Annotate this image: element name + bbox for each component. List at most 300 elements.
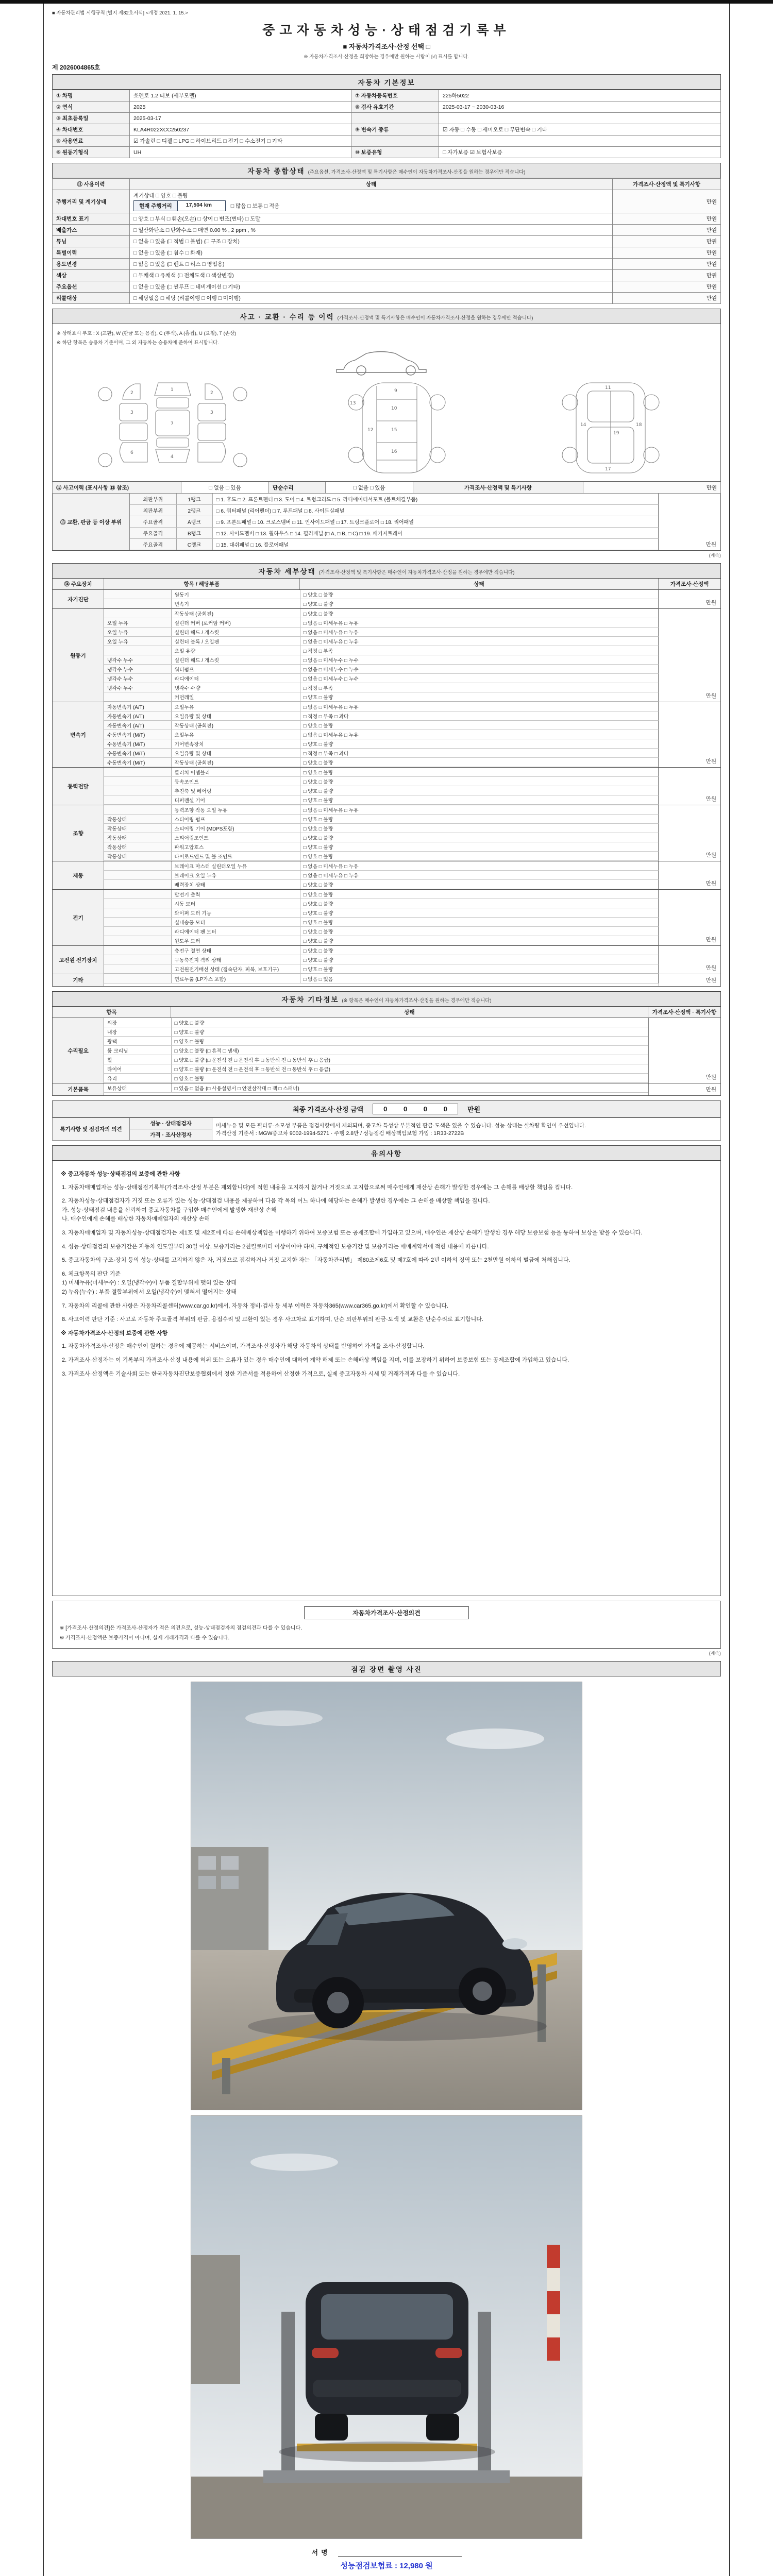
detail-row: 발전기 출력 □ 양호 □ 불량 — [104, 890, 659, 899]
signature-label: 서명 — [311, 2549, 331, 2556]
detail-price-unit: 만원 — [659, 805, 720, 861]
detail-price-unit: 만원 — [659, 609, 720, 702]
svg-text:9: 9 — [394, 388, 397, 394]
col-item: 항목 / 해당부품 — [104, 579, 300, 589]
col-price: 가격조사·산정액 및 특기사항 — [613, 179, 721, 190]
detail-section-brake: 제동 브레이크 마스터 실린더오일 누유 □ 없음 □ 미세누유 □ 누유 브레이크 오일 누유 □ 없음 □ 미세누유 □ 누유 배력장치 상태 □ 양호 □ 불량 만원 — [53, 861, 720, 889]
exchange-part: 주요골격 — [130, 516, 176, 528]
title-note: ※ 자동차가격조사·산정을 희망하는 경우에만 원하는 사람이 [√] 표시를 합니다. — [304, 54, 469, 60]
overall-row-price: 만원 — [613, 281, 721, 293]
detail-state-options[interactable]: □ 양호 □ 불량 — [300, 852, 659, 861]
inspector-role-1: 성능 · 상태점검자 — [130, 1118, 212, 1129]
basic-value-right: □ 자가보증 ☑ 보험사보증 — [439, 147, 721, 158]
overall-row-price: 만원 — [613, 225, 721, 236]
basic-label-right — [351, 113, 439, 124]
overall-state-header: 자동차 종합상태 (주요옵션, 가격조사·산정액 및 특기사항은 매수인이 자동차가격조사·산정을 원하는 경우에만 적습니다) — [52, 163, 721, 178]
misc-row: 휠 □ 양호 □ 불량 (□ 운전석 전 □ 운전석 후 □ 동반석 전 □ 동반석 후 □ 응급) — [104, 1055, 648, 1064]
detail-row: 작동상태 파워고압호스 □ 양호 □ 불량 — [104, 842, 659, 852]
exchange-row — [130, 494, 659, 505]
detail-state-options[interactable]: □ 없음 □ 미세누수 □ 누수 — [300, 665, 659, 674]
overall-row-label: 차대번호 표기 — [53, 213, 130, 225]
detail-row: 오일 누유 실린더 블록 / 오일팬 □ 없음 □ 미세누유 □ 누유 — [104, 637, 659, 646]
detail-section-electric: 전기 발전기 출력 □ 양호 □ 불량 시동 모터 □ 양호 □ 불량 와이퍼 모터 기능 □ 양호 □ 불량 실내송풍 모터 □ 양호 □ 불량 라디에이터 팬 모터 □ 양호 □ 불량 윈도우 모터 □ 양호 □ 불량 만원 — [53, 889, 720, 945]
detail-state-options[interactable]: □ 적정 □ 부족 □ 과다 — [300, 711, 659, 721]
car-diagram-main-frame — [296, 378, 497, 478]
detail-state-options[interactable]: □ 없음 □ 미세누유 □ 누유 — [300, 871, 659, 880]
detail-state-options[interactable]: □ 양호 □ 불량 — [300, 964, 659, 974]
signature-area — [52, 2547, 721, 2557]
detail-row: 자동변속기 (A/T) 오일유량 및 상태 □ 적정 □ 부족 □ 과다 — [104, 711, 659, 721]
detail-state-options[interactable]: □ 양호 □ 불량 — [300, 609, 659, 618]
detail-state-options[interactable]: □ 양호 □ 불량 — [300, 758, 659, 767]
state-code-legend: ※ 상태표시 부호 : X (교환), W (판금 또는 용접), C (부식), A (흠집), U (요철), T (손상) — [57, 331, 237, 336]
mileage-price-cell: 만원 — [613, 190, 721, 213]
detail-row: 클러치 어셈블리 □ 양호 □ 불량 — [104, 768, 659, 777]
price-opinion-line: ※ [가격조사·산정의견]은 가격조사·산정자가 적은 의견으로, 성능·상태점검자의 점검의견과 다를 수 있습니다. — [60, 1625, 302, 1631]
basic-value-left: KLA4R022XCC250237 — [130, 124, 351, 135]
overall-row-price: 만원 — [613, 293, 721, 304]
note-item: 2. 가격조사·산정자는 이 기록부의 가격조사·산정 내용에 허위 또는 오류가 있는 경우 매수인에 대하여 계약 해제 또는 손해배상 책임을 지며, 이를 보장하기 위하여 보증보험 또는 공제조합에 가입하고 있습니다. — [62, 1357, 569, 1363]
exchange-part: 외판부위 — [130, 505, 176, 516]
svg-text:12: 12 — [367, 428, 374, 433]
exchange-price-unit: 만원 — [659, 494, 720, 550]
exchange-panel — [52, 494, 721, 551]
detail-row: 냉각수 누수 워터펌프 □ 없음 □ 미세누수 □ 누수 — [104, 665, 659, 674]
detail-row: 배력장치 상태 □ 양호 □ 불량 — [104, 880, 659, 889]
detail-row: 연료누출 (LP가스 포함) □ 없음 □ 있음 — [104, 974, 659, 984]
note-item: 2. 자동차성능·상태점검자가 거짓 또는 오류가 있는 성능·상태점검 내용을 제공하여 다음 각 목의 어느 하나에 해당하는 손해가 발생한 경우에는 그 손해를 배상할 책임을 집니다. 가. 성능·상태점검 내용을 신뢰하여 중고자동차를 구입한 매수인에게 발생한 재산상 손해 나. 매수인에게 손해를 배상한 자동차매매업자의 재산상 손해 — [62, 1198, 490, 1223]
final-price-label: 최종 가격조사·산정 금액 — [292, 1106, 364, 1113]
basic-label-right: ⑦ 자동차등록번호 — [351, 90, 439, 101]
detail-price-unit: 만원 — [659, 768, 720, 805]
detail-state-options[interactable]: □ 없음 □ 미세누수 □ 누수 — [300, 655, 659, 665]
detail-state-options[interactable]: □ 없음 □ 미세누유 □ 누유 — [300, 805, 659, 815]
final-price-value: 0 0 0 0 — [373, 1104, 458, 1114]
overall-state-section — [52, 163, 721, 304]
detail-state-options[interactable]: □ 없음 □ 미세누수 □ 누수 — [300, 674, 659, 683]
basic-info-row — [53, 101, 721, 113]
detail-row: 변속기 □ 양호 □ 불량 — [104, 599, 659, 608]
accident-price-head: 가격조사·산정액 및 특기사항 — [413, 482, 583, 494]
detail-state-options[interactable]: □ 없음 □ 미세누유 □ 누유 — [300, 628, 659, 637]
detail-row: 오일 유량 □ 적정 □ 부족 — [104, 646, 659, 655]
svg-text:3: 3 — [130, 410, 134, 415]
price-survey-select[interactable]: ■ 자동차가격조사·산정 선택 □ — [343, 43, 430, 50]
detail-price-unit: 만원 — [659, 590, 720, 608]
exchange-label: ⑬ 교환, 판금 등 이상 부위 — [53, 494, 130, 550]
misc-info-header: 자동차 기타정보 (※ 항목은 매수인이 자동차가격조사·산정을 원하는 경우에만 적습니다) — [52, 991, 721, 1007]
overall-row-state[interactable]: □ 무채색 □ 유채색 (□ 전체도색 □ 색상변경) — [130, 270, 613, 281]
detail-row: 와이퍼 모터 기능 □ 양호 □ 불량 — [104, 908, 659, 918]
overall-row-state[interactable]: □ 일산화탄소 □ 탄화수소 □ 매연 0.00 % , 2 ppm , % — [130, 225, 613, 236]
detail-state-options[interactable]: □ 양호 □ 불량 — [300, 599, 659, 608]
exchange-items[interactable]: □ 6. 쿼터패널 (리어펜더) □ 7. 루프패널 □ 8. 사이드실패널 — [212, 505, 659, 516]
misc-row: 보유상태 □ 있음 □ 없음 (□ 사용설명서 □ 안전삼각대 □ 잭 □ 스패너) — [104, 1083, 648, 1093]
basic-info-header: 자동차 기본정보 — [52, 74, 721, 90]
misc-row: 유리 □ 양호 □ 불량 — [104, 1074, 648, 1083]
mileage-row-label: 주행거리 및 계기상태 — [53, 190, 130, 213]
detail-row: 브레이크 오일 누유 □ 없음 □ 미세누유 □ 누유 — [104, 871, 659, 880]
detail-section-selfdiagnosis: 자기진단 원동기 □ 양호 □ 불량 변속기 □ 양호 □ 불량 만원 — [53, 590, 720, 608]
notes-section — [52, 1145, 721, 1596]
basic-value-right: ☑ 자동 □ 수동 □ 세미오토 □ 무단변속 □ 기타 — [439, 124, 721, 135]
detail-row: 작동상태 스티어링조인트 □ 양호 □ 불량 — [104, 833, 659, 842]
detail-row: 라디에이터 팬 모터 □ 양호 □ 불량 — [104, 927, 659, 936]
detail-row: 수동변속기 (M/T) 기어변속장치 □ 양호 □ 불량 — [104, 739, 659, 749]
mileage-amount-options[interactable]: □ 많음 □ 보통 □ 적음 — [230, 203, 280, 209]
misc-state-options[interactable]: □ 양호 □ 불량 (□ 운전석 전 □ 운전석 후 □ 동반석 전 □ 동반석 후 □ 응급) — [171, 1064, 648, 1074]
basic-info-table — [52, 90, 721, 158]
insurance-fee: 성능점검보험료 : 12,980 원 — [340, 2562, 433, 2570]
detail-state-options[interactable]: □ 없음 □ 미세누유 □ 누유 — [300, 730, 659, 739]
note-item: 3. 가격조사·산정액은 기술사회 또는 한국자동차진단보증협회에서 정한 기준서를 적용하여 산정한 가격으로, 실제 중고자동차 시세 및 거래가격과 다를 수 있습니다. — [62, 1370, 460, 1377]
note-item: 1. 자동차매매업자는 성능·상태점검기록부(가격조사·산정 부분은 제외합니다)에 적힌 내용을 고지하지 않거나 거짓으로 고지함으로써 매수인에게 재산상 손해가 발생한 경우에는 그 손해를 배상할 책임을 집니다. — [62, 1184, 573, 1191]
detail-row: 냉각수 누수 실린더 헤드 / 개스킷 □ 없음 □ 미세누수 □ 누수 — [104, 655, 659, 665]
detail-state-options[interactable]: □ 양호 □ 불량 — [300, 880, 659, 889]
svg-text:19: 19 — [613, 431, 619, 436]
detail-row: 충전구 절연 상태 □ 양호 □ 불량 — [104, 946, 659, 955]
detail-state-options[interactable]: □ 양호 □ 불량 — [300, 795, 659, 805]
overall-row — [53, 225, 721, 236]
misc-row: 외장 □ 양호 □ 불량 — [104, 1018, 648, 1027]
misc-state-options[interactable]: □ 양호 □ 불량 — [171, 1074, 648, 1083]
final-price-unit: 만원 — [467, 1106, 481, 1113]
detail-state-header: 자동차 세부상태 (가격조사·산정액 및 특기사항은 매수인이 자동차가격조사·산정을 원하는 경우에만 적습니다) — [52, 563, 721, 579]
price-opinion-section — [52, 1601, 721, 1656]
title-block — [52, 20, 721, 60]
overall-row — [53, 213, 721, 225]
misc-state-options[interactable]: □ 양호 □ 불량 — [171, 1018, 648, 1027]
misc-price-unit: 만원 — [648, 1018, 720, 1083]
detail-state-options[interactable]: □ 양호 □ 불량 — [300, 815, 659, 824]
exchange-table — [130, 494, 659, 550]
car-diagram-body-panels — [62, 378, 283, 478]
detail-state-options[interactable]: □ 양호 □ 불량 — [300, 946, 659, 955]
basic-info-row — [53, 90, 721, 101]
overall-row-price: 만원 — [613, 259, 721, 270]
svg-text:1: 1 — [171, 387, 174, 393]
overall-row-price: 만원 — [613, 247, 721, 259]
basic-label-left: ④ 차대번호 — [53, 124, 130, 135]
misc-state-options[interactable]: □ 양호 □ 불량 (□ 흔적 □ 냄새) — [171, 1046, 648, 1055]
detail-section-highvoltage: 고전원 전기장치 충전구 절연 상태 □ 양호 □ 불량 구동축전지 격리 상태 □ 양호 □ 불량 고전원전기배선 상태 (접속단자, 피복, 보호기구) □ 양호 □ 불량 만원 — [53, 945, 720, 974]
misc-state-options[interactable]: □ 있음 □ 없음 (□ 사용설명서 □ 안전삼각대 □ 잭 □ 스패너) — [171, 1083, 648, 1093]
exchange-items[interactable]: □ 9. 프론트패널 □ 10. 크로스멤버 □ 11. 인사이드패널 □ 17. 트렁크플로어 □ 18. 리어패널 — [212, 516, 659, 528]
note-item: 5. 중고자동차의 구조·장치 등의 성능·상태를 고지하지 않은 자, 거짓으로 점검하거나 거짓 고지한 자는 「자동차관리법」 제80조제6호 및 제7호에 따라 2년 이하의 징역 또는 2천만원 이하의 벌금에 처해집니다. — [62, 1257, 570, 1264]
detail-section-steering: 조향 동력조향 작동 오일 누유 □ 없음 □ 미세누유 □ 누유 작동상태 스티어링 펌프 □ 양호 □ 불량 작동상태 스티어링 기어 (MDPS포함) □ 양호 □ 불량 작동상태 스티어링조인트 □ 양호 □ 불량 작동상태 파워고압호스 □ 양호 □ 불량 작동상태 타이로드엔드 및 볼 조인트 □ 양호 □ 불량 만원 — [53, 805, 720, 861]
detail-state-options[interactable]: □ 적정 □ 부족 — [300, 646, 659, 655]
overall-row — [53, 236, 721, 247]
exchange-part: 외판부위 — [130, 494, 176, 505]
notes-subhead-1: ※ 중고자동차 성능·상태점검의 보증에 관한 사항 — [61, 1171, 180, 1177]
detail-row: 수동변속기 (M/T) 오일유량 및 상태 □ 적정 □ 부족 □ 과다 — [104, 749, 659, 758]
document-number: 제 2026004865호 — [52, 64, 100, 71]
detail-section-etc: 기타 연료누출 (LP가스 포함) □ 없음 □ 있음 만원 — [53, 974, 720, 986]
detail-state-options[interactable]: □ 양호 □ 불량 — [300, 590, 659, 599]
overall-row — [53, 259, 721, 270]
page-title: 중고자동차성능·상태점검기록부 — [262, 23, 511, 38]
detail-row: 오일 누유 실린더 헤드 / 개스킷 □ 없음 □ 미세누유 □ 누유 — [104, 628, 659, 637]
detail-state-options[interactable]: □ 양호 □ 불량 — [300, 908, 659, 918]
detail-row: 동력조향 작동 오일 누유 □ 없음 □ 미세누유 □ 누유 — [104, 805, 659, 815]
svg-text:14: 14 — [580, 422, 586, 428]
detail-row: 작동상태 (공회전) □ 양호 □ 불량 — [104, 609, 659, 618]
inspection-photo-2 — [191, 2115, 582, 2539]
svg-text:2: 2 — [130, 391, 134, 396]
notes-subhead-2: ※ 자동차가격조사·산정의 보증에 관한 사항 — [61, 1330, 168, 1336]
basic-value-left: ☑ 가솔린 □ 디젤 □ LPG □ 하이브리드 □ 전기 □ 수소전기 □ 기타 — [130, 135, 351, 147]
mileage-box-label: 현재 주행거리 — [134, 201, 178, 211]
col-misc-item: 항목 — [53, 1007, 171, 1018]
basic-label-left: ① 차명 — [53, 90, 130, 101]
overall-row-label: 리콜대상 — [53, 293, 130, 304]
svg-text:2: 2 — [210, 391, 214, 396]
overall-row-price: 만원 — [613, 270, 721, 281]
overall-row-label: 색상 — [53, 270, 130, 281]
detail-row: 수동변속기 (M/T) 오일누유 □ 없음 □ 미세누유 □ 누유 — [104, 730, 659, 739]
detail-state-options[interactable]: □ 양호 □ 불량 — [300, 786, 659, 795]
note-item: 8. 사고이력 판단 기준 : 사고로 자동차 주요골격 부위의 판금, 용접수리 및 교환이 있는 경우 사고차로 표기하며, 단순 외판부위의 판금·도색 및 교환은 단순수리로 표기합니다. — [62, 1316, 483, 1323]
detail-state-options[interactable]: □ 양호 □ 불량 — [300, 721, 659, 730]
svg-text:15: 15 — [391, 428, 397, 433]
exchange-rank: 2랭크 — [176, 505, 212, 516]
basic-info-row — [53, 147, 721, 158]
gauge-state-options[interactable]: 계기상태 □ 양호 □ 불량 — [133, 193, 188, 199]
detail-price-unit: 만원 — [659, 861, 720, 889]
accident-header: 사고 · 교환 · 수리 등 이력 (가격조사·산정액 및 특기사항은 매수인이 자동차가격조사·산정을 원하는 경우에만 적습니다) — [52, 309, 721, 324]
detail-row: 자동변속기 (A/T) 작동상태 (공회전) □ 양호 □ 불량 — [104, 721, 659, 730]
detail-row: 오일 누유 실린더 커버 (로커암 커버) □ 없음 □ 미세누유 □ 누유 — [104, 618, 659, 628]
misc-table-wrap — [52, 1018, 721, 1096]
exchange-rank: A랭크 — [176, 516, 212, 528]
exchange-items[interactable]: □ 15. 대쉬패널 □ 16. 플로어패널 — [212, 539, 659, 550]
exchange-rank: 1랭크 — [176, 494, 212, 505]
detail-state-options[interactable]: □ 양호 □ 불량 — [300, 936, 659, 945]
overall-row-label: 용도변경 — [53, 259, 130, 270]
col-state: 상태 — [130, 179, 613, 190]
basic-label-left: ③ 최초등록일 — [53, 113, 130, 124]
col-detail-state: 상태 — [300, 579, 659, 589]
basic-label-right: ⑨ 변속기 종류 — [351, 124, 439, 135]
signature-line[interactable] — [338, 2548, 462, 2557]
exchange-rank: C랭크 — [176, 539, 212, 550]
misc-state-options[interactable]: □ 양호 □ 불량 — [171, 1027, 648, 1037]
exchange-part: 주요골격 — [130, 528, 176, 539]
svg-text:7: 7 — [171, 421, 174, 427]
detail-state-options[interactable]: □ 양호 □ 불량 — [300, 890, 659, 899]
svg-text:4: 4 — [171, 454, 174, 460]
misc-row: 광택 □ 양호 □ 불량 — [104, 1037, 648, 1046]
detail-row: 냉각수 누수 냉각수 수량 □ 적정 □ 부족 — [104, 683, 659, 692]
detail-row: 디퍼렌셜 기어 □ 양호 □ 불량 — [104, 795, 659, 805]
detail-row: 작동상태 스티어링 펌프 □ 양호 □ 불량 — [104, 815, 659, 824]
basic-info-row — [53, 135, 721, 147]
misc-section-items: 기본품목 보유상태 □ 있음 □ 없음 (□ 사용설명서 □ 안전삼각대 □ 잭 □ 스패너) 만원 — [53, 1083, 720, 1095]
col-misc-state: 상태 — [171, 1007, 648, 1018]
misc-info-section — [52, 991, 721, 1096]
detail-state-section — [52, 563, 721, 987]
overall-row-state[interactable]: □ 없음 □ 있음 (□ 렌트 □ 리스 □ 영업용) — [130, 259, 613, 270]
basic-label-right: ⑧ 검사 유효기간 — [351, 101, 439, 113]
exchange-items[interactable]: □ 12. 사이드멤버 □ 13. 휠하우스 □ 14. 필러패널 (□ A, □ B, □ C) □ 19. 패키지트레이 — [212, 528, 659, 539]
detail-price-unit: 만원 — [659, 946, 720, 974]
overall-row-label: 튜닝 — [53, 236, 130, 247]
misc-row: 룸 크리닝 □ 양호 □ 불량 (□ 흔적 □ 냄새) — [104, 1046, 648, 1055]
svg-text:17: 17 — [604, 467, 611, 472]
svg-text:11: 11 — [604, 385, 611, 391]
detail-section-powertrain: 동력전달 클러치 어셈블리 □ 양호 □ 불량 등속조인트 □ 양호 □ 불량 추진축 및 베어링 □ 양호 □ 불량 디퍼렌셜 기어 □ 양호 □ 불량 만원 — [53, 767, 720, 805]
basic-label-right: ⑩ 보증유형 — [351, 147, 439, 158]
final-price-row — [52, 1100, 721, 1117]
misc-row: 내장 □ 양호 □ 불량 — [104, 1027, 648, 1037]
detail-row: 자동변속기 (A/T) 오일누유 □ 없음 □ 미세누유 □ 누유 — [104, 702, 659, 711]
detail-row: 수동변속기 (M/T) 작동상태 (공회전) □ 양호 □ 불량 — [104, 758, 659, 767]
detail-state-options[interactable]: □ 양호 □ 불량 — [300, 824, 659, 833]
note-item: 1. 자동차가격조사·산정은 매수인이 원하는 경우에 제공하는 서비스이며, 가격조사·산정자가 해당 자동차의 상태를 반영하여 가격을 조사·산정합니다. — [62, 1343, 425, 1350]
basic-value-left: 2025 — [130, 101, 351, 113]
simple-repair-state[interactable]: □ 없음 □ 있음 — [326, 482, 413, 494]
note-item: 7. 자동차의 리콜에 관한 사항은 자동차리콜센터(www.car.go.kr)에서, 자동차 정비·검사 등 세부 이력은 자동차365(www.car365.go.kr)에서 확인할 수 있습니다. — [62, 1302, 449, 1309]
detail-state-options[interactable]: □ 없음 □ 미세누유 □ 누유 — [300, 702, 659, 711]
simple-repair-label: 단순수리 — [269, 482, 326, 494]
basic-value-left: UH — [130, 147, 351, 158]
detail-state-options[interactable]: □ 양호 □ 불량 — [300, 899, 659, 908]
detail-table-wrap — [52, 590, 721, 987]
detail-row: 커먼레일 □ 양호 □ 불량 — [104, 692, 659, 702]
svg-text:18: 18 — [635, 422, 642, 428]
basic-info-row — [53, 113, 721, 124]
detail-state-options[interactable]: □ 양호 □ 불량 — [300, 927, 659, 936]
notes-header: 유의사항 — [52, 1145, 721, 1161]
overall-row-state[interactable]: □ 없음 □ 있음 (□ 썬루프 □ 네비게이션 □ 기타) — [130, 281, 613, 293]
detail-state-options[interactable]: □ 없음 □ 미세누유 □ 누유 — [300, 861, 659, 871]
col-use-history: ⑪ 사용이력 — [53, 179, 130, 190]
overall-row — [53, 281, 721, 293]
detail-state-options[interactable]: □ 적정 □ 부족 — [300, 683, 659, 692]
detail-price-unit: 만원 — [659, 974, 720, 986]
overall-mileage-row — [53, 190, 721, 213]
exchange-row — [130, 528, 659, 539]
mileage-value: 17,504 km — [186, 202, 212, 208]
basic-value-right — [439, 113, 721, 124]
car-diagrams-panel — [52, 324, 721, 482]
price-opinion-line: ※ 가격조사·산정액은 보증가격이 아니며, 실제 거래가격과 다를 수 있습니다. — [60, 1635, 230, 1641]
basic-value-right — [439, 135, 721, 147]
detail-state-options[interactable]: □ 적정 □ 부족 □ 과다 — [300, 749, 659, 758]
overall-row-price: 만원 — [613, 213, 721, 225]
detail-state-options[interactable]: □ 양호 □ 불량 — [300, 692, 659, 702]
final-price-section — [52, 1100, 721, 1141]
mileage-state-cell — [130, 190, 613, 213]
misc-row: 타이어 □ 양호 □ 불량 (□ 운전석 전 □ 운전석 후 □ 동반석 전 □ 동반석 후 □ 응급) — [104, 1064, 648, 1074]
detail-state-options[interactable]: □ 없음 □ 있음 — [300, 974, 659, 984]
current-mileage-box — [133, 200, 226, 211]
overall-state-table — [52, 178, 721, 304]
detail-row: 브레이크 마스터 실린더오일 누유 □ 없음 □ 미세누유 □ 누유 — [104, 861, 659, 871]
exchange-row — [130, 516, 659, 528]
detail-state-options[interactable]: □ 양호 □ 불량 — [300, 918, 659, 927]
note-item: 6. 체크항목의 판단 기준 1) 미세누유(미세누수) : 오일(냉각수)이 부품 결합부위에 맺혀 있는 상태 2) 누유(누수) : 부품 결합부위에서 오일(냉각수)이 맺혀서 떨어지는 상태 — [62, 1270, 237, 1295]
overall-row-state[interactable]: □ 해당없음 □ 해당 (리콜이행 □ 이행 □ 미이행) — [130, 293, 613, 304]
photos-section — [52, 1661, 721, 2539]
overall-row-price: 만원 — [613, 236, 721, 247]
accident-history-state[interactable]: □ 없음 □ 있음 — [181, 482, 269, 494]
detail-state-options[interactable]: □ 양호 □ 불량 — [300, 833, 659, 842]
car-diagram-underbody — [510, 378, 711, 478]
exchange-row — [130, 539, 659, 550]
overall-row-label: 주요옵션 — [53, 281, 130, 293]
detail-row: 작동상태 타이로드엔드 및 볼 조인트 □ 양호 □ 불량 — [104, 852, 659, 861]
accident-history-label: ⑫ 사고이력 (표시사항 ⑬ 참조) — [53, 482, 181, 494]
detail-state-options[interactable]: □ 양호 □ 불량 — [300, 842, 659, 852]
misc-columns-header — [52, 1007, 721, 1018]
car-photo-front — [191, 1682, 582, 2110]
overall-row — [53, 247, 721, 259]
detail-state-options[interactable]: □ 양호 □ 불량 — [300, 739, 659, 749]
detail-state-options[interactable]: □ 없음 □ 미세누유 □ 누유 — [300, 618, 659, 628]
svg-text:16: 16 — [391, 449, 397, 454]
accident-price-unit: 만원 — [583, 482, 721, 494]
col-device: ⑭ 주요장치 — [53, 579, 104, 589]
price-opinion-box — [52, 1601, 721, 1649]
basic-value-right: 2025-03-17 ~ 2030-03-16 — [439, 101, 721, 113]
overall-row-state[interactable]: □ 양호 □ 부식 □ 훼손(오손) □ 상이 □ 변조(변타) □ 도말 — [130, 213, 613, 225]
overall-row-label: 특별이력 — [53, 247, 130, 259]
inspector-opinion-text: 미세누유 및 모든 필터류·소모성 부품은 점검사항에서 제외되며, 중고차 특성상 부분적인 판금·도색은 있을 수 있습니다. 성능·상태는 실차량 확인이 우선입니다. 가격산정 기준서 : MGW중고차 9002-1994-5271 · 주행 2.8만 / 성능점검 배상책임보험 가입 : 1R33-2722B — [212, 1118, 721, 1141]
misc-state-options[interactable]: □ 양호 □ 불량 — [171, 1037, 648, 1046]
detail-state-options[interactable]: □ 없음 □ 미세누유 □ 누유 — [300, 637, 659, 646]
basic-value-right: 225하5022 — [439, 90, 721, 101]
basic-value-left: 2025-03-17 — [130, 113, 351, 124]
overall-row-state[interactable]: □ 없음 □ 있음 (□ 침수 □ 화재) — [130, 247, 613, 259]
misc-state-options[interactable]: □ 양호 □ 불량 (□ 운전석 전 □ 운전석 후 □ 동반석 전 □ 동반석 후 □ 응급) — [171, 1055, 648, 1064]
detail-row: 등속조인트 □ 양호 □ 불량 — [104, 777, 659, 786]
continue-mark: (계속) — [709, 1651, 721, 1656]
opinion-label: 특기사항 및 점검자의 의견 — [53, 1118, 130, 1141]
accident-question-row — [52, 482, 721, 494]
price-opinion-title: 자동차가격조사·산정의견 — [304, 1606, 469, 1619]
detail-state-options[interactable]: □ 양호 □ 불량 — [300, 777, 659, 786]
form-sheet — [43, 4, 730, 2576]
detail-row: 고전원전기배선 상태 (접속단자, 피복, 보호기구) □ 양호 □ 불량 — [104, 964, 659, 974]
exchange-rank: B랭크 — [176, 528, 212, 539]
exchange-row — [130, 505, 659, 516]
basic-info-section — [52, 74, 721, 158]
misc-price-unit: 만원 — [648, 1083, 720, 1095]
car-photo-rear — [191, 2116, 582, 2538]
continue-mark: (계속) — [709, 553, 721, 558]
detail-columns-header — [52, 579, 721, 590]
diagram-basis-legend: ※ 하단 항목은 승용차 기준이며, 그 외 자동차는 승용차에 준하여 표시합니다. — [57, 340, 219, 346]
basic-label-left: ⑤ 사용연료 — [53, 135, 130, 147]
svg-text:6: 6 — [130, 450, 134, 455]
detail-state-options[interactable]: □ 양호 □ 불량 — [300, 955, 659, 964]
exchange-items[interactable]: □ 1. 후드 □ 2. 프론트펜더 □ 3. 도어 □ 4. 트렁크리드 □ 5. 라디에이터서포트 (볼트체결부품) — [212, 494, 659, 505]
basic-label-left: ② 연식 — [53, 101, 130, 113]
overall-row-state[interactable]: □ 없음 □ 있음 (□ 적법 □ 불법) (□ 구조 □ 장치) — [130, 236, 613, 247]
photos-header: 점검 장면 촬영 사진 — [52, 1661, 721, 1676]
col-detail-price: 가격조사·산정액 — [670, 581, 709, 587]
svg-text:13: 13 — [349, 401, 356, 406]
detail-price-unit: 만원 — [659, 702, 720, 767]
detail-row: 윈도우 모터 □ 양호 □ 불량 — [104, 936, 659, 945]
detail-state-options[interactable]: □ 양호 □ 불량 — [300, 768, 659, 777]
misc-section-repair: 수리필요 외장 □ 양호 □ 불량 내장 □ 양호 □ 불량 광택 □ 양호 □ 불량 룸 크리닝 □ 양호 □ 불량 (□ 흔적 □ 냄새) 휠 □ 양호 □ 불량 (□ 운전석 전 □ 운전석 후 □ 동반석 전 □ 동반석 후 □ 응급) 타이어 □ 양호 □ 불량 (□ 운전석 전 □ 운전석 후 □ 동반석 전 □ 동반석 후 □ 응급) 유리 □ 양호 □ 불량 만원 — [53, 1018, 720, 1083]
exchange-part: 주요골격 — [130, 539, 176, 550]
basic-label-left: ⑥ 원동기형식 — [53, 147, 130, 158]
detail-row: 작동상태 스티어링 기어 (MDPS포함) □ 양호 □ 불량 — [104, 824, 659, 833]
overall-row — [53, 270, 721, 281]
